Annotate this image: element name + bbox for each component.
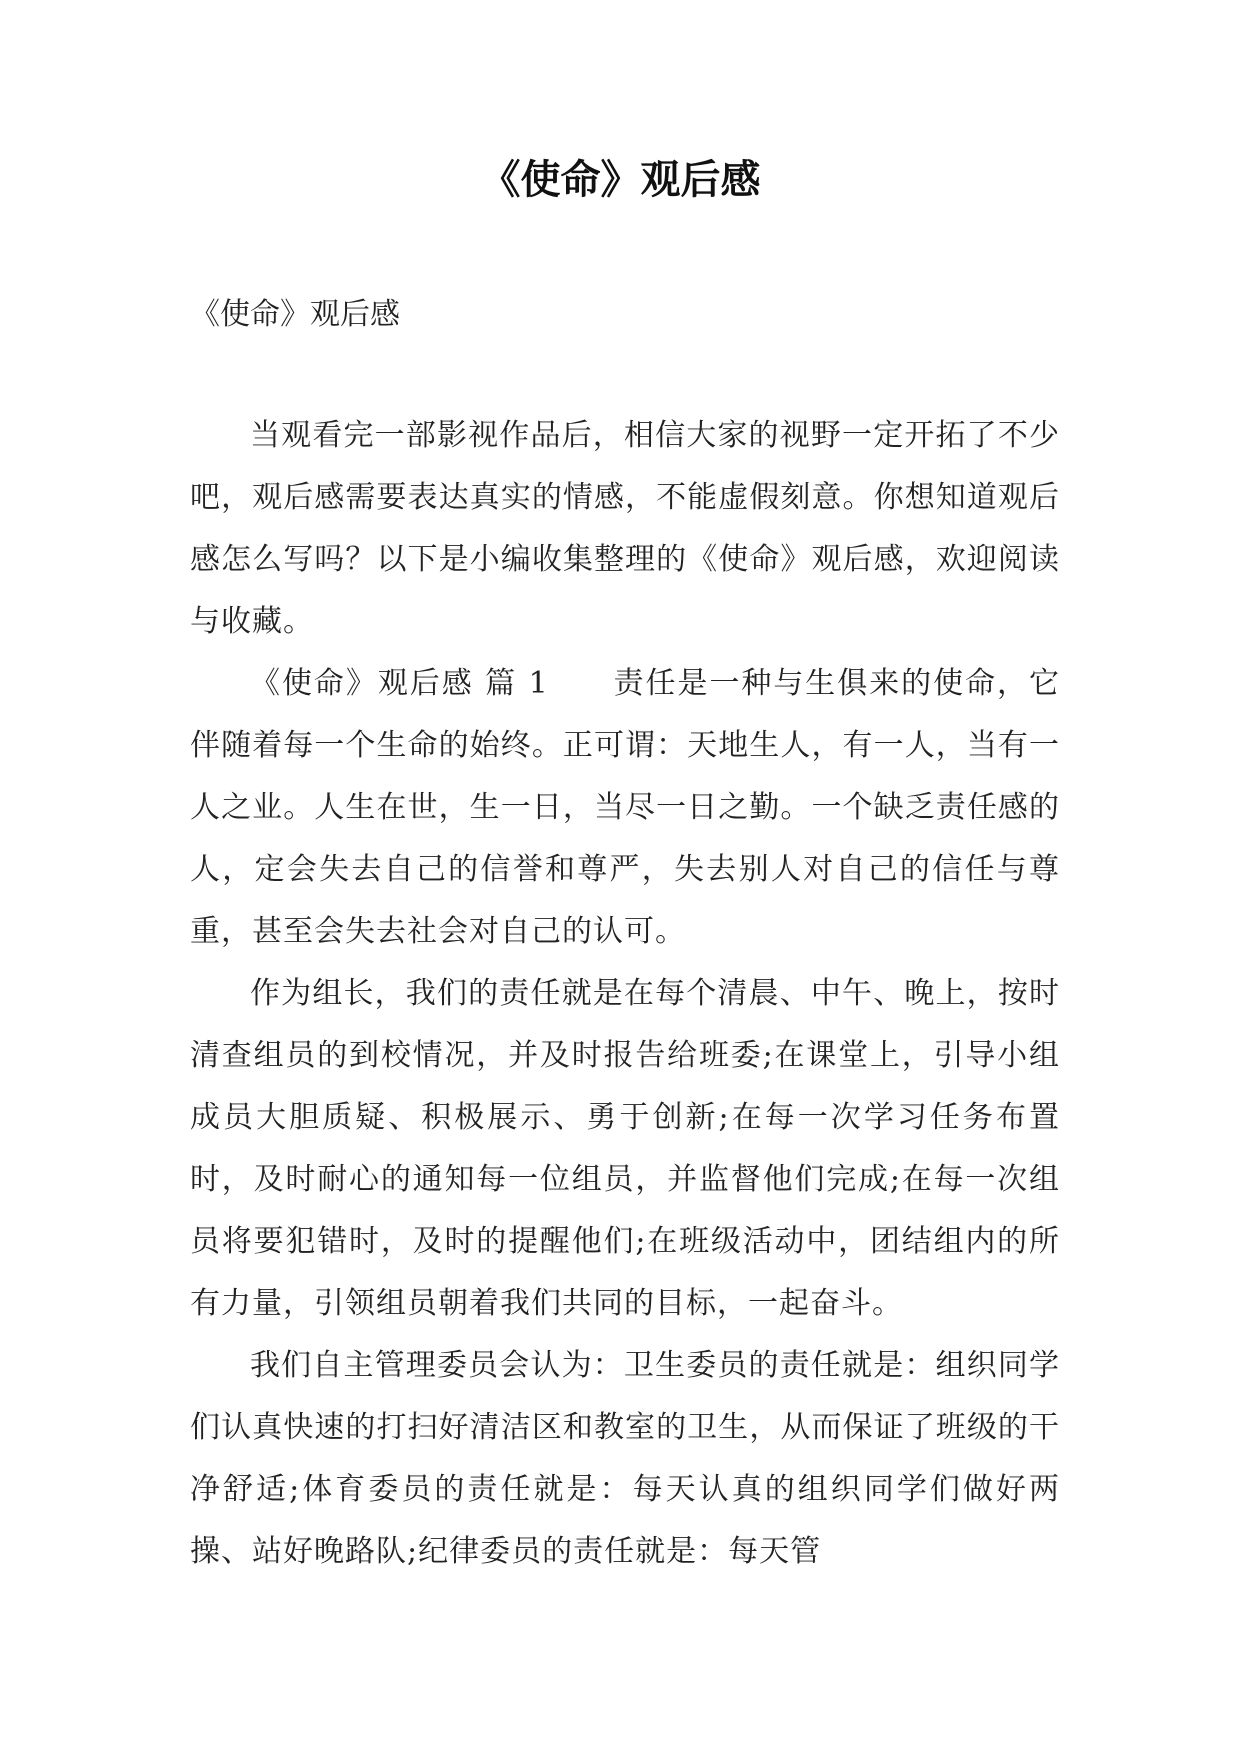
paragraph-intro: 当观看完一部影视作品后，相信大家的视野一定开拓了不少吧，观后感需要表达真实的情感，不能虚假刻意。你想知道观后感怎么写吗？以下是小编收集整理的《使命》观后感，欢迎阅读与收藏。 <box>190 418 1060 639</box>
paragraph-committee: 我们自主管理委员会认为：卫生委员的责任就是：组织同学们认真快速的打扫好清洁区和教室的卫生，从而保证了班级的干净舒适;体育委员的责任就是：每天认真的组织同学们做好两操、站好晚路队;纪律委员的责任就是：每天管 <box>190 1348 1060 1569</box>
paragraph-group-leader: 作为组长，我们的责任就是在每个清晨、中午、晚上，按时清查组员的到校情况，并及时报告给班委;在课堂上，引导小组成员大胆质疑、积极展示、勇于创新;在每一次学习任务布置时，及时耐心的通知每一位组员，并监督他们完成;在每一次组员将要犯错时，及时的提醒他们;在班级活动中，团结组内的所有力量，引领组员朝着我们共同的目标，一起奋斗。 <box>190 976 1060 1321</box>
paragraph-part-1: 《使命》观后感 篇 1 责任是一种与生俱来的使命，它伴随着每一个生命的始终。正可谓：天地生人，有一人，当有一人之业。人生在世，生一日，当尽一日之勤。一个缺乏责任感的人，定会失去自己的信誉和尊严，失去别人对自己的信任与尊重，甚至会失去社会对自己的认可。 <box>190 666 1060 949</box>
document-subtitle: 《使命》观后感 <box>190 297 400 332</box>
document-title: 《使命》观后感 <box>480 156 761 203</box>
document-body <box>190 405 1060 1583</box>
